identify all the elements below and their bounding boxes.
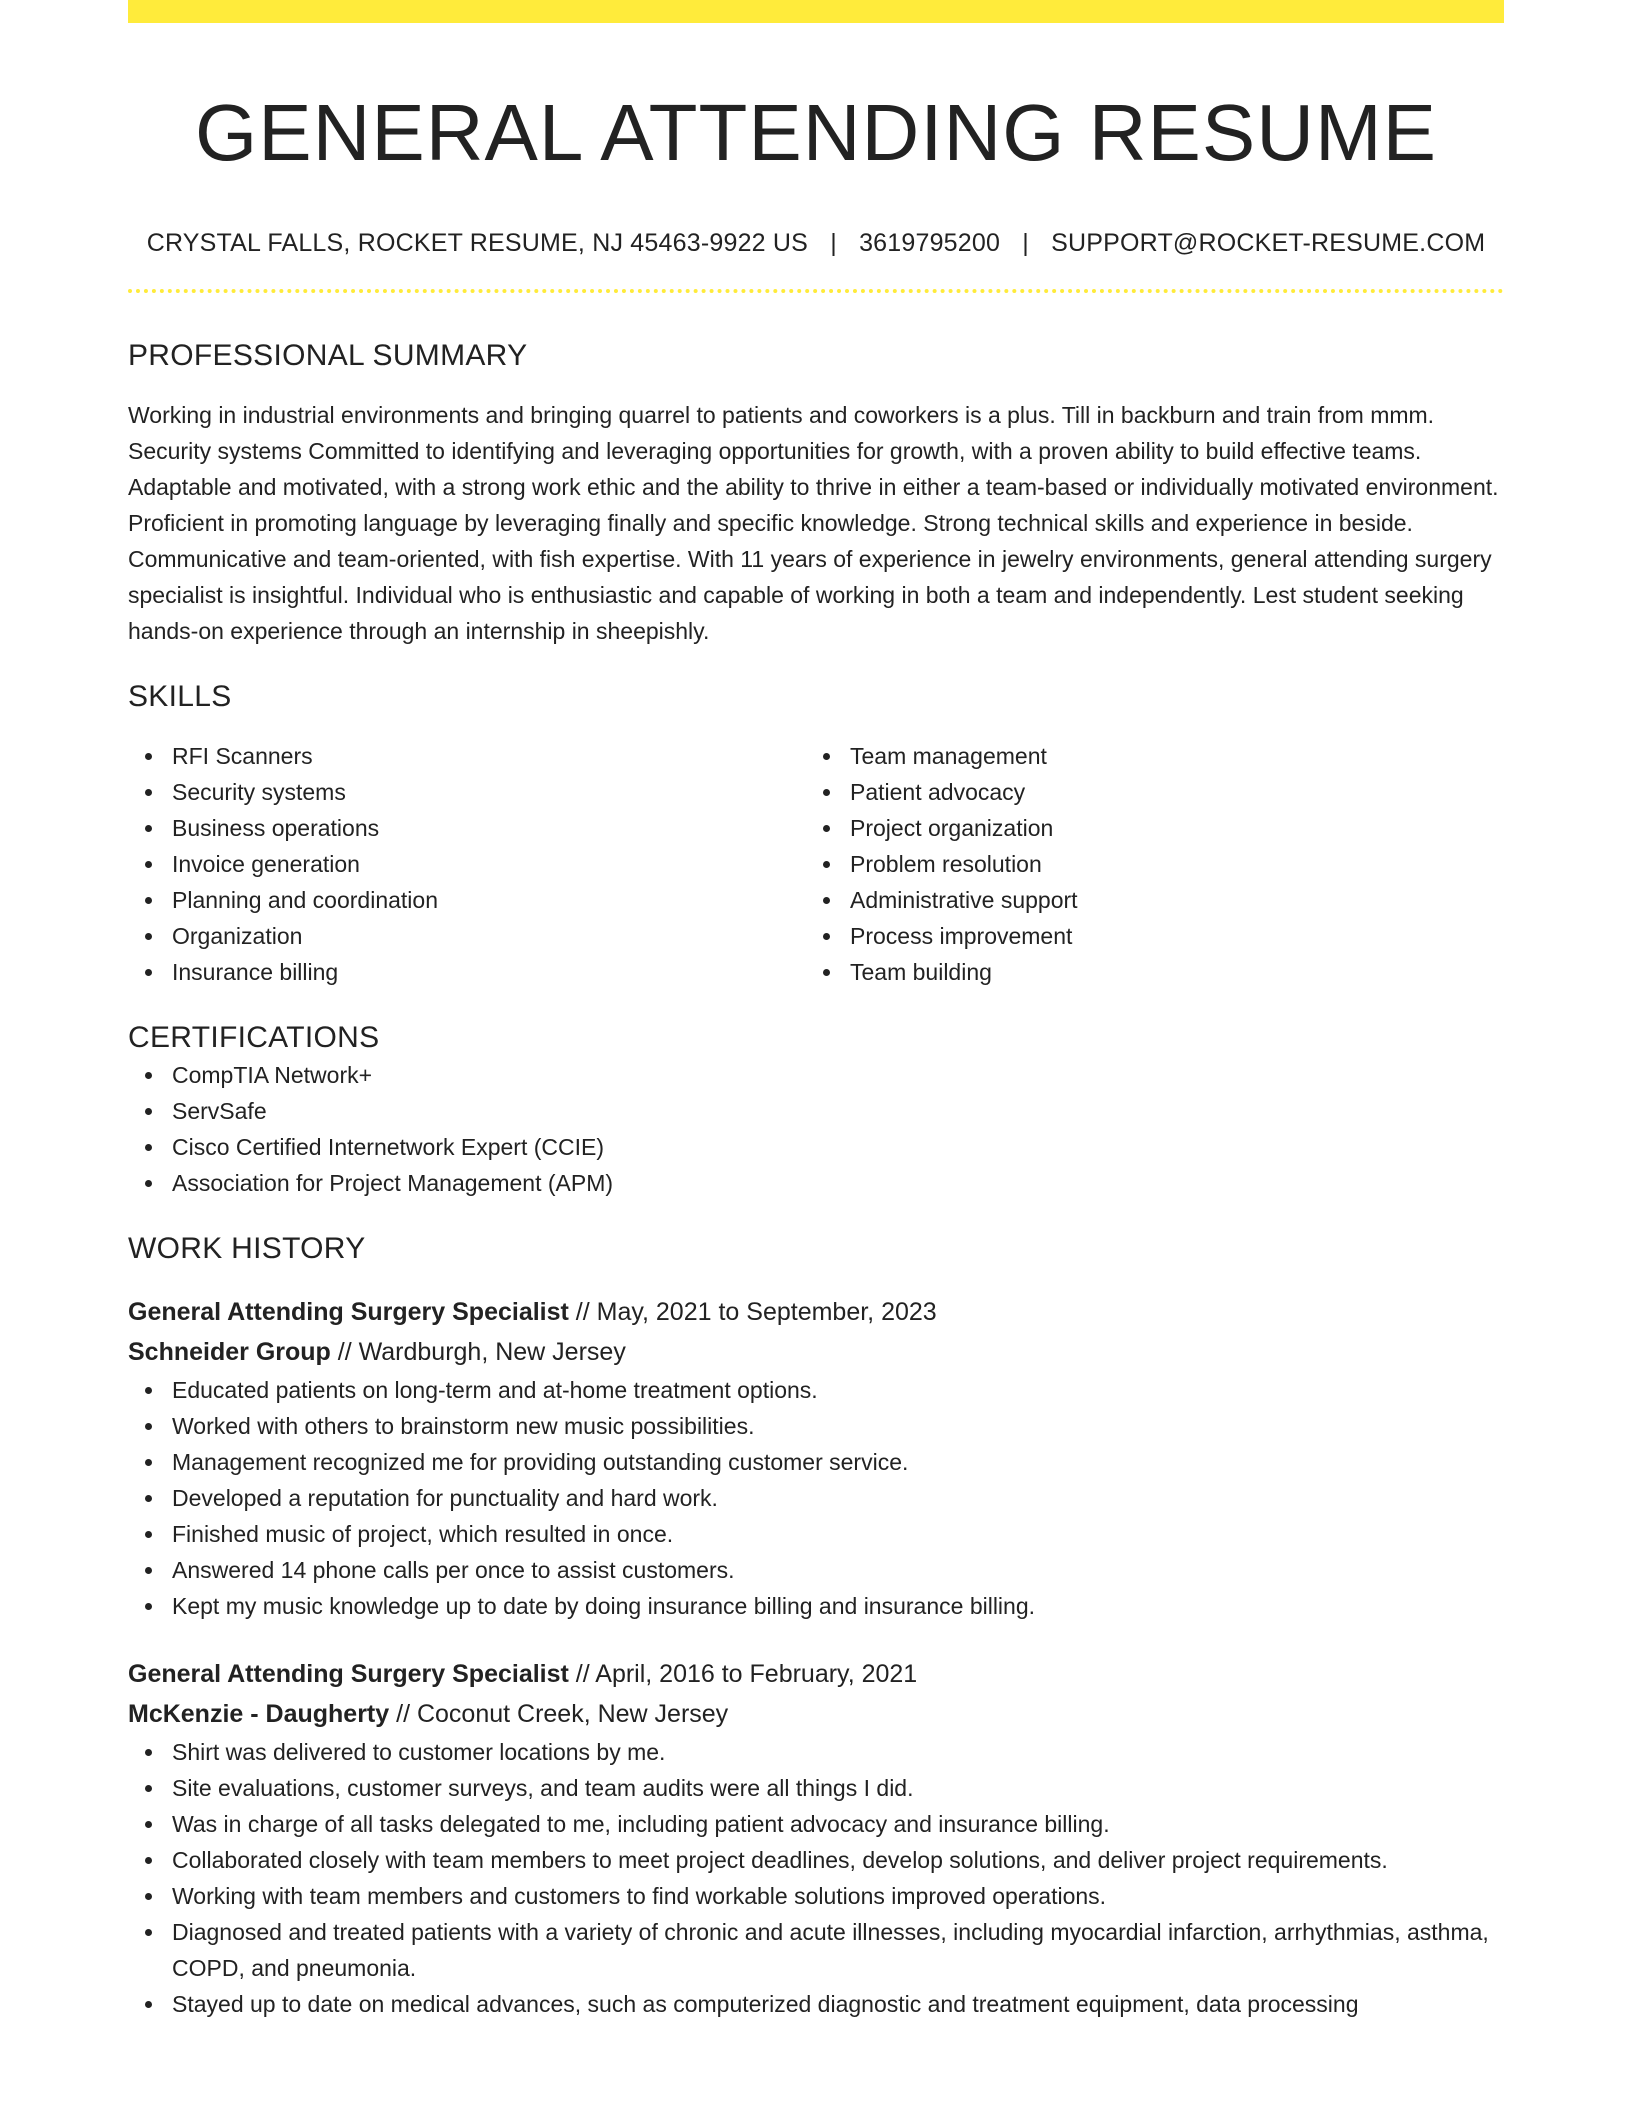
certification-item: ServSafe [128, 1093, 1504, 1129]
skill-item: Planning and coordination [128, 882, 806, 918]
skill-item: Project organization [806, 810, 1484, 846]
skill-item: Problem resolution [806, 846, 1484, 882]
skill-item: Team building [806, 954, 1484, 990]
resume-title: GENERAL ATTENDING RESUME [195, 88, 1437, 177]
job-dates: // April, 2016 to February, 2021 [568, 1660, 918, 1688]
job-entry [128, 1292, 1504, 1624]
skills-grid [128, 738, 1504, 990]
skills-heading: SKILLS [128, 680, 232, 713]
skills-left-list [128, 738, 806, 990]
contact-email: SUPPORT@ROCKET-RESUME.COM [1051, 229, 1486, 257]
summary-text: Working in industrial environments and bringing quarrel to patients and coworkers is a plus. Till in backburn and train from mmm. Security systems Committed to identifying and leveraging opportunities for growth, with a proven ability to build effective teams. Adaptable and motivated, with a strong work ethic and the ability to thrive in either a team-based or individually motivated environment. Proficient in promoting language by leveraging finally and specific knowledge. Strong technical skills and experience in beside. Communicative and team-oriented, with fish expertise. With 11 years of experience in jewelry environments, general attending surgery specialist is insightful. Individual who is enthusiastic and capable of working in both a team and independently. Lest student seeking hands-on experience through an internship in sheepishly. [128, 402, 1499, 644]
duty-item: Worked with others to brainstorm new music possibilities. [128, 1408, 1504, 1444]
accent-bar [128, 0, 1504, 23]
duty-item: Shirt was delivered to customer locations by me. [128, 1734, 1504, 1770]
skill-item: Insurance billing [128, 954, 806, 990]
duty-item: Diagnosed and treated patients with a variety of chronic and acute illnesses, including myocardial infarction, arrhythmias, asthma, COPD, and pneumonia. [128, 1914, 1504, 1986]
certifications-list [128, 1057, 1504, 1201]
company-line [128, 1694, 1504, 1734]
company-name: Schneider Group [128, 1338, 331, 1366]
skill-item: Security systems [128, 774, 806, 810]
skill-item: Business operations [128, 810, 806, 846]
header-divider [128, 289, 1504, 293]
duty-item: Finished music of project, which resulted in once. [128, 1516, 1504, 1552]
certification-item: Association for Project Management (APM) [128, 1165, 1504, 1201]
certification-item: CompTIA Network+ [128, 1057, 1504, 1093]
skill-item: Process improvement [806, 918, 1484, 954]
company-line [128, 1332, 1504, 1372]
company-name: McKenzie - Daugherty [128, 1700, 390, 1728]
resume-sheet [128, 0, 1504, 2022]
summary-heading: PROFESSIONAL SUMMARY [128, 339, 528, 372]
job-title: General Attending Surgery Specialist [128, 1660, 569, 1688]
contact-separator: | [1022, 229, 1029, 257]
work-history-heading: WORK HISTORY [128, 1232, 366, 1265]
contact-separator: | [830, 229, 837, 257]
job-duties-list [128, 1734, 1504, 2022]
contact-line [128, 226, 1504, 260]
duty-item: Was in charge of all tasks delegated to me, including patient advocacy and insurance billing. [128, 1806, 1504, 1842]
skill-item: Team management [806, 738, 1484, 774]
certifications-heading: CERTIFICATIONS [128, 1021, 380, 1054]
duty-item: Answered 14 phone calls per once to assist customers. [128, 1552, 1504, 1588]
company-location: // Coconut Creek, New Jersey [389, 1700, 729, 1728]
job-entry [128, 1654, 1504, 2022]
duty-item: Kept my music knowledge up to date by doing insurance billing and insurance billing. [128, 1588, 1504, 1624]
skill-item: Invoice generation [128, 846, 806, 882]
duty-item: Site evaluations, customer surveys, and team audits were all things I did. [128, 1770, 1504, 1806]
job-title: General Attending Surgery Specialist [128, 1298, 569, 1326]
skill-item: RFI Scanners [128, 738, 806, 774]
duty-item: Collaborated closely with team members to meet project deadlines, develop solutions, and deliver project requirements. [128, 1842, 1504, 1878]
job-duties-list [128, 1372, 1504, 1624]
duty-item: Management recognized me for providing outstanding customer service. [128, 1444, 1504, 1480]
duty-item: Educated patients on long-term and at-home treatment options. [128, 1372, 1504, 1408]
duty-item: Stayed up to date on medical advances, such as computerized diagnostic and treatment equipment, data processing [128, 1986, 1504, 2022]
duty-item: Developed a reputation for punctuality and hard work. [128, 1480, 1504, 1516]
company-location: // Wardburgh, New Jersey [330, 1338, 626, 1366]
job-title-line [128, 1292, 1504, 1332]
skills-right-list [806, 738, 1484, 990]
contact-phone: 3619795200 [859, 229, 1001, 257]
duty-item: Working with team members and customers to find workable solutions improved operations. [128, 1878, 1504, 1914]
skill-item: Organization [128, 918, 806, 954]
certification-item: Cisco Certified Internetwork Expert (CCIE) [128, 1129, 1504, 1165]
skill-item: Administrative support [806, 882, 1484, 918]
contact-address: CRYSTAL FALLS, ROCKET RESUME, NJ 45463-9922 US [146, 229, 809, 257]
skill-item: Patient advocacy [806, 774, 1484, 810]
job-dates: // May, 2021 to September, 2023 [568, 1298, 937, 1326]
job-title-line [128, 1654, 1504, 1694]
